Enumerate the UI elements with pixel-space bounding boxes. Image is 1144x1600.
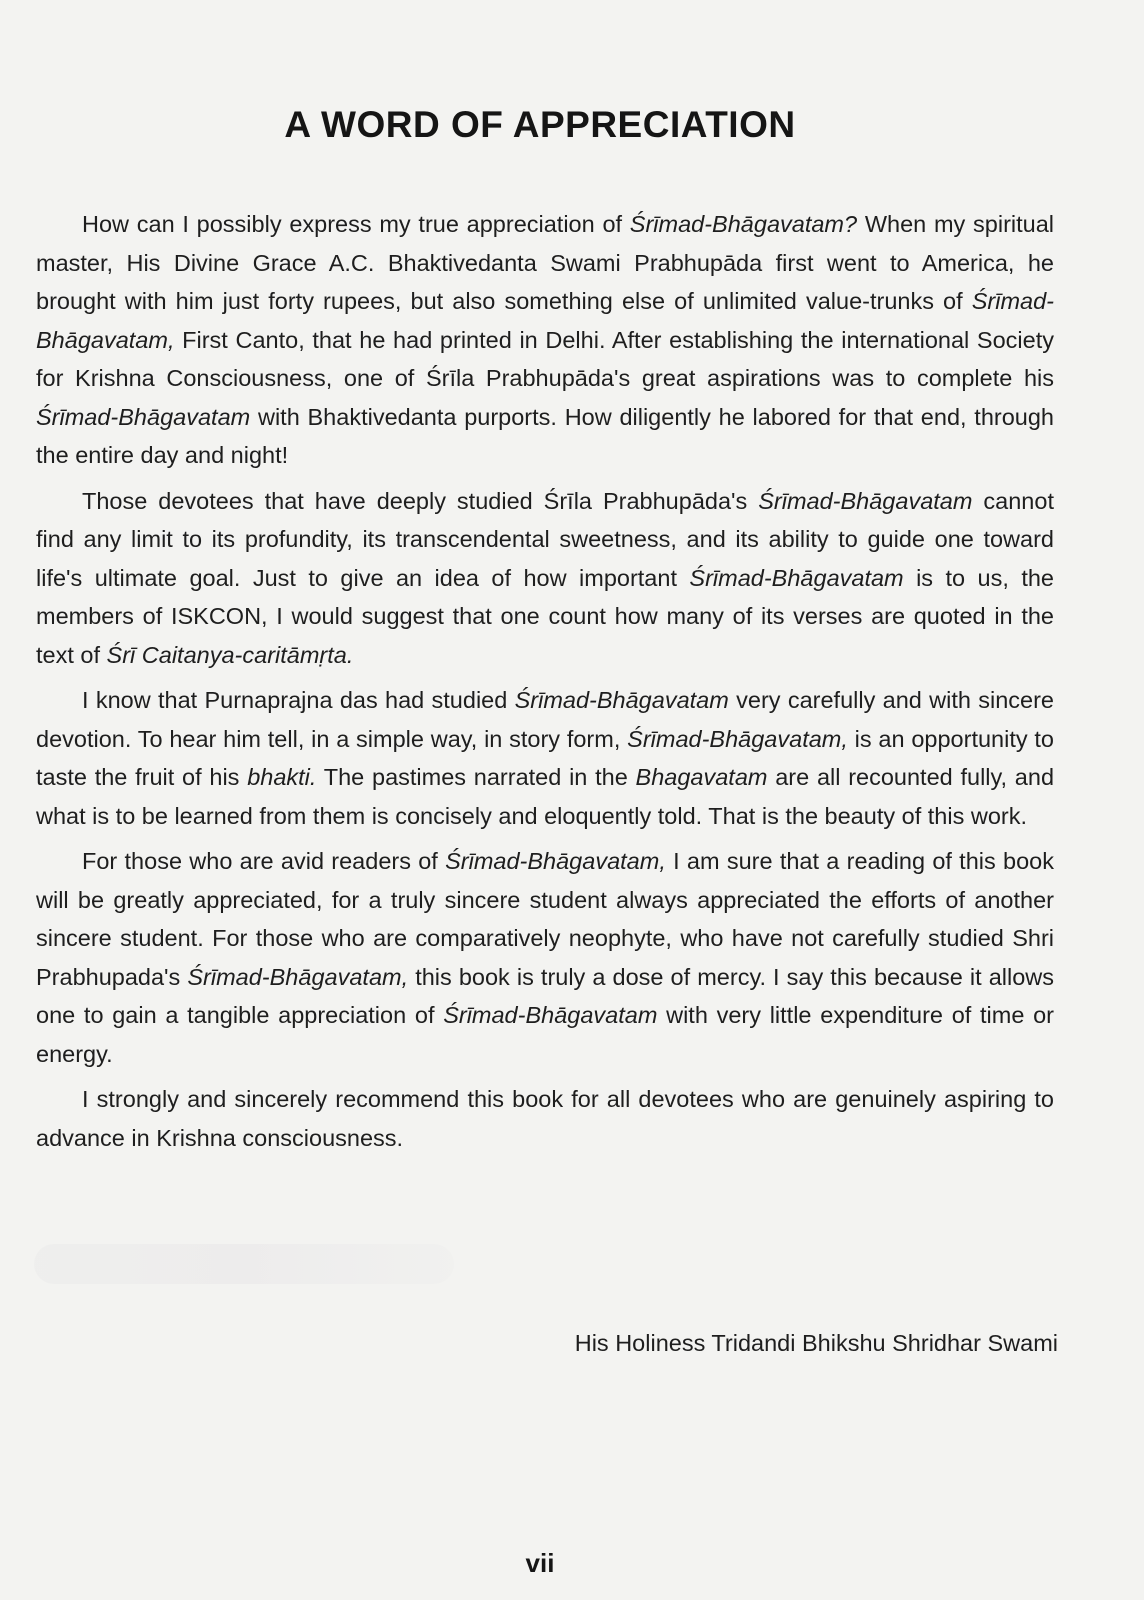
paragraph-text: is to us, the members of ISKCON, I would suggest that one count how many of its verses are quoted in the text of [36,564,1054,668]
italic-title-text: Śrīmad-Bhāgavatam, [445,848,666,874]
paragraph-text: Those devotees that have deeply studied Śrīla Prabhupāda's [82,487,759,514]
paragraph-text: cannot find any limit to its profundity, its transcendental sweetness, and its ability to guide one toward life's ultimate goal. Just to give an idea of how important [36,487,1054,591]
italic-title-text: Śrīmad-Bhāgavatam, [627,725,848,752]
italic-title-text: Śrīmad-Bhāgavatam [36,403,251,430]
paragraph-text: For those who are avid readers of [82,848,446,874]
paragraph-text: How can I possibly express my true appreciation of [82,211,630,237]
paragraph-text: this book is truly a dose of mercy. I say this because it allows one to gain a tangible appreciation of [36,963,1054,1028]
appreciation-body [36,205,1054,1164]
italic-title-text: Śrīmad-Bhāgavatam [689,564,904,591]
paragraph [36,205,1054,475]
paragraph-text: I know that Purnaprajna das had studied [82,687,515,713]
page-title: A WORD OF APPRECIATION [284,104,796,145]
italic-title-text: Bhagavatam [635,764,768,790]
paragraph-text: is an opportunity to taste the fruit of his [36,725,1054,790]
paragraph [36,1080,1054,1157]
paragraph-text: When my spiritual master, His Divine Grace A.C. Bhaktivedanta Swami Prabhupāda first went to America, he brought with him just forty rupees, but also something else of unlimited value-trunks of [36,211,1055,314]
paragraph-text: I strongly and sincerely recommend this book for all devotees who are genuinely aspiring to advance in Krishna consciousness. [36,1086,1054,1151]
paragraph-text: with Bhaktivedanta purports. How diligently he labored for that end, through the entire day and night! [36,403,1054,468]
italic-title-text: Śrīmad-Bhāgavatam [443,1002,658,1028]
italic-title-text: Śrī Caitanya-caritāmṛta. [106,641,354,668]
italic-title-text: Śrīmad-Bhāgavatam? [629,211,858,237]
paragraph-text: The pastimes narrated in the [316,764,636,790]
italic-title-text: Śrīmad-Bhāgavatam, [36,288,1054,353]
paragraph [36,482,1054,675]
print-smudge [34,1244,454,1284]
paragraph-text: are all recounted fully, and what is to be learned from them is concisely and eloquently told. That is the beauty of this work. [36,764,1055,829]
italic-title-text: Śrīmad-Bhāgavatam [758,487,973,514]
italic-title-text: Śrīmad-Bhāgavatam [514,687,729,713]
paragraph [36,842,1054,1073]
paragraph-text: First Canto, that he had printed in Delhi. After establishing the international Society for Krishna Consciousness, one of Śrīla Prabhupāda's great aspirations was to complete his [36,326,1054,391]
italic-title-text: Śrīmad-Bhāgavatam, [187,963,409,990]
paragraph-text: I am sure that a reading of this book will be greatly appreciated, for a truly sincere student always appreciated the efforts of another sincere student. For those who are comparatively neophyte, who have not carefully studied Shri Prabhupada's [36,848,1054,990]
page-number: vii [525,1548,555,1578]
paragraph-text: with very little expenditure of time or energy. [36,1002,1054,1067]
italic-title-text: bhakti. [247,764,317,790]
paragraph [36,681,1054,835]
signature: His Holiness Tridandi Bhikshu Shridhar Swami [574,1330,1058,1356]
paragraph-text: very carefully and with sincere devotion. To hear him tell, in a simple way, in story form, [36,687,1054,752]
